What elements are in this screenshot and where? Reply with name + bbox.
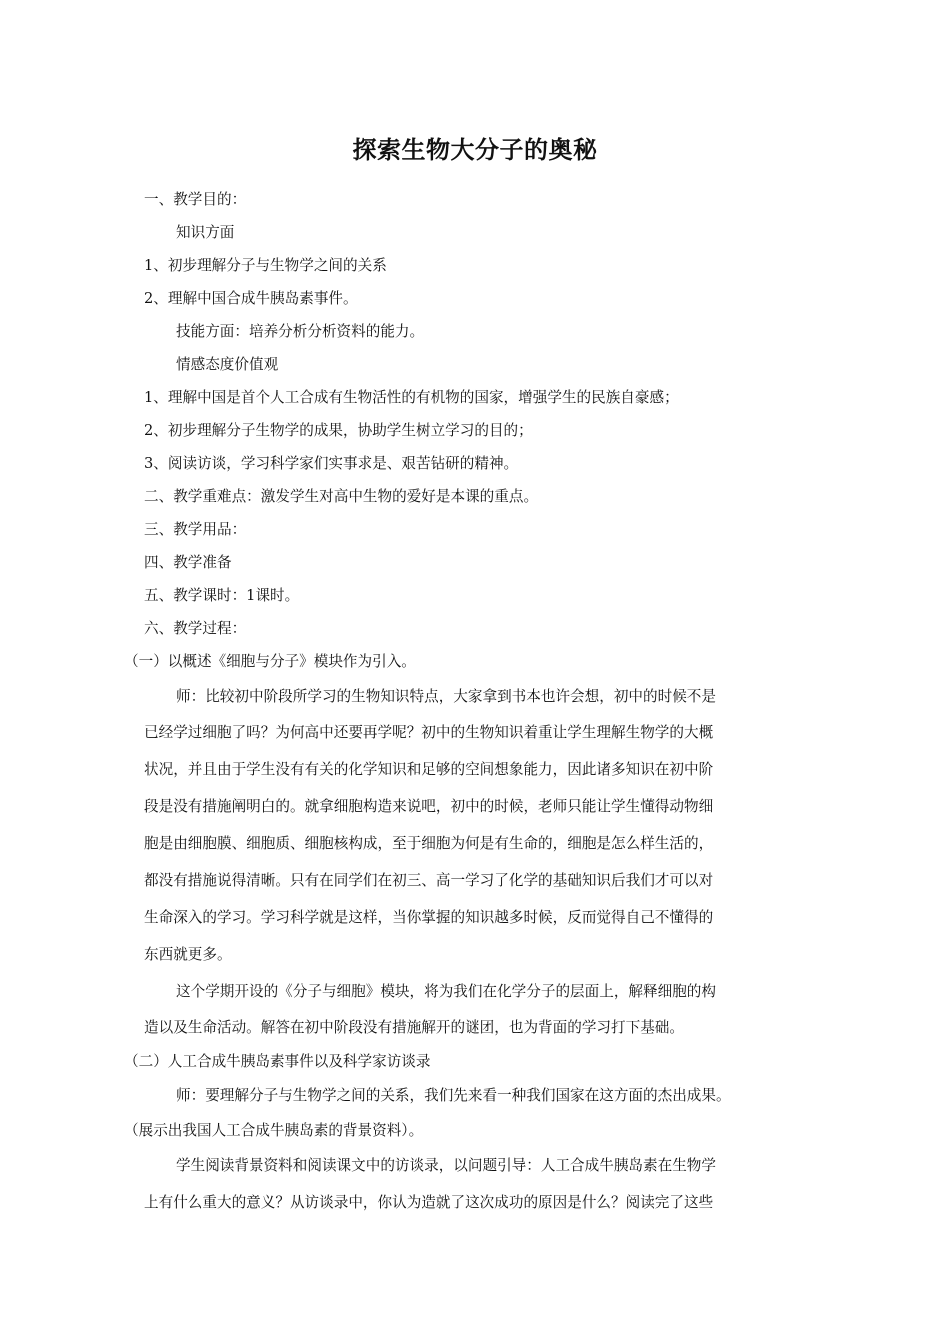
- text-line: 都没有措施说得清晰。只有在同学们在初三、高一学习了化学的基础知识后我们才可以对: [144, 872, 714, 889]
- text-line: 学生阅读背景资料和阅读课文中的访谈录，以问题引导：人工合成牛胰岛素在生物学: [176, 1157, 716, 1174]
- text-line: 四、教学准备: [144, 554, 232, 571]
- text-line: 二、教学重难点：激发学生对高中生物的爱好是本课的重点。: [144, 488, 539, 505]
- text-line: （展示出我国人工合成牛胰岛素的背景资料）。: [124, 1122, 424, 1139]
- text-line: 师：要理解分子与生物学之间的关系，我们先来看一种我们国家在这方面的杰出成果。: [176, 1087, 731, 1104]
- text-line: （一）以概述《细胞与分子》模块作为引入。: [124, 653, 416, 670]
- text-line: 技能方面：培养分析分析资料的能力。: [176, 323, 425, 340]
- text-line: （二）人工合成牛胰岛素事件以及科学家访谈录: [124, 1053, 431, 1070]
- text-line: 上有什么重大的意义？从访谈录中，你认为造就了这次成功的原因是什么？阅读完了这些: [144, 1194, 714, 1211]
- text-line: 一、教学目的：: [144, 191, 247, 208]
- text-line: 六、教学过程：: [144, 620, 247, 637]
- text-line: 情感态度价值观: [176, 356, 279, 373]
- text-line: 1、理解中国是首个人工合成有生物活性的有机物的国家，增强学生的民族自豪感；: [144, 389, 679, 406]
- text-line: 知识方面: [176, 224, 235, 241]
- text-line: 1、初步理解分子与生物学之间的关系: [144, 257, 387, 274]
- text-line: 2、初步理解分子生物学的成果，协助学生树立学习的目的；: [144, 422, 533, 439]
- text-line: 造以及生命活动。解答在初中阶段没有措施解开的谜团，也为背面的学习打下基础。: [144, 1019, 684, 1036]
- text-line: 五、教学课时：1课时。: [144, 587, 300, 604]
- text-line: 东西就更多。: [144, 946, 232, 963]
- text-line: 胞是由细胞膜、细胞质、细胞核构成，至于细胞为何是有生命的，细胞是怎么样生活的，: [144, 835, 714, 852]
- document-title: 探索生物大分子的奥秘: [352, 136, 598, 164]
- text-line: 状况，并且由于学生没有有关的化学知识和足够的空间想象能力，因此诸多知识在初中阶: [144, 761, 714, 778]
- text-line: 三、教学用品：: [144, 521, 247, 538]
- text-line: 已经学过细胞了吗？为何高中还要再学呢？初中的生物知识着重让学生理解生物学的大概: [144, 724, 714, 741]
- text-line: 段是没有措施阐明白的。就拿细胞构造来说吧，初中的时候，老师只能让学生懂得动物细: [144, 798, 714, 815]
- text-line: 3、阅读访谈，学习科学家们实事求是、艰苦钻研的精神。: [144, 455, 519, 472]
- text-line: 生命深入的学习。学习科学就是这样，当你掌握的知识越多时候，反而觉得自己不懂得的: [144, 909, 714, 926]
- text-line: 2、理解中国合成牛胰岛素事件。: [144, 290, 358, 307]
- text-line: 师：比较初中阶段所学习的生物知识特点，大家拿到书本也许会想，初中的时候不是: [176, 688, 716, 705]
- text-line: 这个学期开设的《分子与细胞》模块，将为我们在化学分子的层面上，解释细胞的构: [176, 983, 716, 1000]
